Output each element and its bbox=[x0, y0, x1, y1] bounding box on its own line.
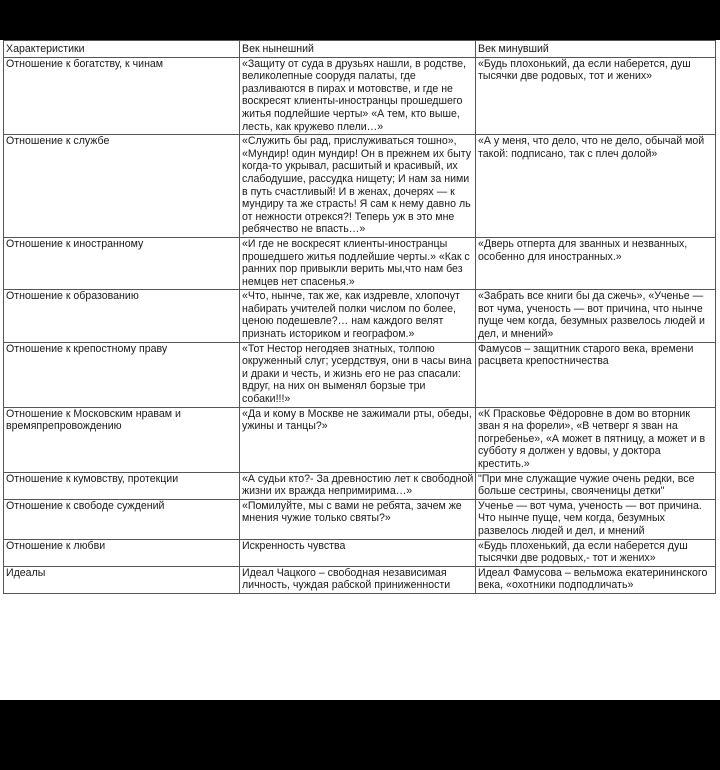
table-row bbox=[4, 499, 716, 539]
cell-present: «И где не воскресят клиенты-иностранцы прошедшего житья подлейшие черты.» «Как с ранних пор привыкли верить мы,что нам без немцев нет спасенья.» bbox=[240, 237, 476, 289]
header-present-century: Век нынешний bbox=[240, 41, 476, 58]
table-row bbox=[4, 566, 716, 593]
table-row bbox=[4, 472, 716, 499]
table-row bbox=[4, 57, 716, 135]
cell-past: «Будь плохенький, да если наберется душ тысячки две родовых,- тот и жених» bbox=[476, 539, 716, 566]
header-characteristics: Характеристики bbox=[4, 41, 240, 58]
cell-past: «А у меня, что дело, что не дело, обычай мой такой: подписано, так с плеч долой» bbox=[476, 135, 716, 238]
cell-past: «Будь плохонький, да если наберется, душ тысячки две родовых, тот и жених» bbox=[476, 57, 716, 135]
cell-characteristic: Отношение к иностранному bbox=[4, 237, 240, 289]
cell-present: «А судьи кто?- За древностию лет к свободной жизни их вражда непримирима…» bbox=[240, 472, 476, 499]
header-past-century: Век минувший bbox=[476, 41, 716, 58]
table-row bbox=[4, 237, 716, 289]
cell-past: «Забрать все книги бы да сжечь», «Ученье — вот чума, ученость — вот причина, что нынче пуще чем когда, безумных развелось людей и дел, и мнений» bbox=[476, 290, 716, 342]
table-row bbox=[4, 407, 716, 472]
cell-characteristic: Отношение к любви bbox=[4, 539, 240, 566]
cell-present: Искренность чувства bbox=[240, 539, 476, 566]
cell-present: «Защиту от суда в друзьях нашли, в родстве, великолепные соорудя палаты, где разливаются в пирах и мотовстве, и где не воскресят клиенты-иностранцы прошедшего житья подлейшие черты» «А тем, кто выше, лесть, как кружево плели…» bbox=[240, 57, 476, 135]
document-page bbox=[0, 40, 720, 700]
cell-characteristic: Отношение к кумовству, протекции bbox=[4, 472, 240, 499]
cell-characteristic: Отношение к Московским нравам и времяпрепровождению bbox=[4, 407, 240, 472]
header-row bbox=[4, 41, 716, 58]
cell-present: «Служить бы рад, прислуживаться тошно», «Мундир! один мундир! Он в прежнем их быту когда-то укрывал, расшитый и красивый, их слабодушие, рассудка нищету; И нам за ними в путь счастливый! И в женах, дочерях — к мундиру та же страсть! Я сам к нему давно ль от нежности отрекся?! Теперь уж в это мне ребячество не впасть…» bbox=[240, 135, 476, 238]
table-row bbox=[4, 135, 716, 238]
cell-characteristic: Отношение к образованию bbox=[4, 290, 240, 342]
cell-characteristic: Отношение к богатству, к чинам bbox=[4, 57, 240, 135]
cell-characteristic: Отношение к свободе суждений bbox=[4, 499, 240, 539]
cell-present: «Тот Нестор негодяев знатных, толпою окруженный слуг; усердствуя, они в часы вина и драки и честь, и жизнь его не раз спасали: вдруг, на них он выменял борзые три собаки!!!» bbox=[240, 342, 476, 407]
cell-characteristic: Отношение к службе bbox=[4, 135, 240, 238]
cell-past: «Дверь отперта для званных и незванных, особенно для иностранных.» bbox=[476, 237, 716, 289]
cell-present: Идеал Чацкого – свободная независимая личность, чуждая рабской приниженности bbox=[240, 566, 476, 593]
cell-past: Ученье — вот чума, ученость — вот причина. Что нынче пуще, чем когда, безумных развелось людей и дел, и мнений bbox=[476, 499, 716, 539]
cell-past: Идеал Фамусова – вельможа екатерининского века, «охотники подподличать» bbox=[476, 566, 716, 593]
comparison-table bbox=[3, 40, 716, 594]
cell-present: «Да и кому в Москве не зажимали рты, обеды, ужины и танцы?» bbox=[240, 407, 476, 472]
cell-present: «Помилуйте, мы с вами не ребята, зачем же мнения чужие только святы?» bbox=[240, 499, 476, 539]
cell-past: «К Прасковье Фёдоровне в дом во вторник зван я на форели», «В четверг я зван на погребенье», «А может в пятницу, а может и в субботу я должен у вдовы, у доктора крестить.» bbox=[476, 407, 716, 472]
cell-past: Фамусов – защитник старого века, времени расцвета крепостничества bbox=[476, 342, 716, 407]
table-row bbox=[4, 290, 716, 342]
cell-present: «Что, нынче, так же, как издревле, хлопочут набирать учителей полки числом по более, ценою подешевле?… нам каждого велят признать историком и географом.» bbox=[240, 290, 476, 342]
screen-border-bottom bbox=[0, 700, 720, 770]
cell-characteristic: Отношение к крепостному праву bbox=[4, 342, 240, 407]
cell-past: "При мне служащие чужие очень редки, все больше сестрины, свояченицы детки" bbox=[476, 472, 716, 499]
table-row bbox=[4, 539, 716, 566]
table-row bbox=[4, 342, 716, 407]
cell-characteristic: Идеалы bbox=[4, 566, 240, 593]
